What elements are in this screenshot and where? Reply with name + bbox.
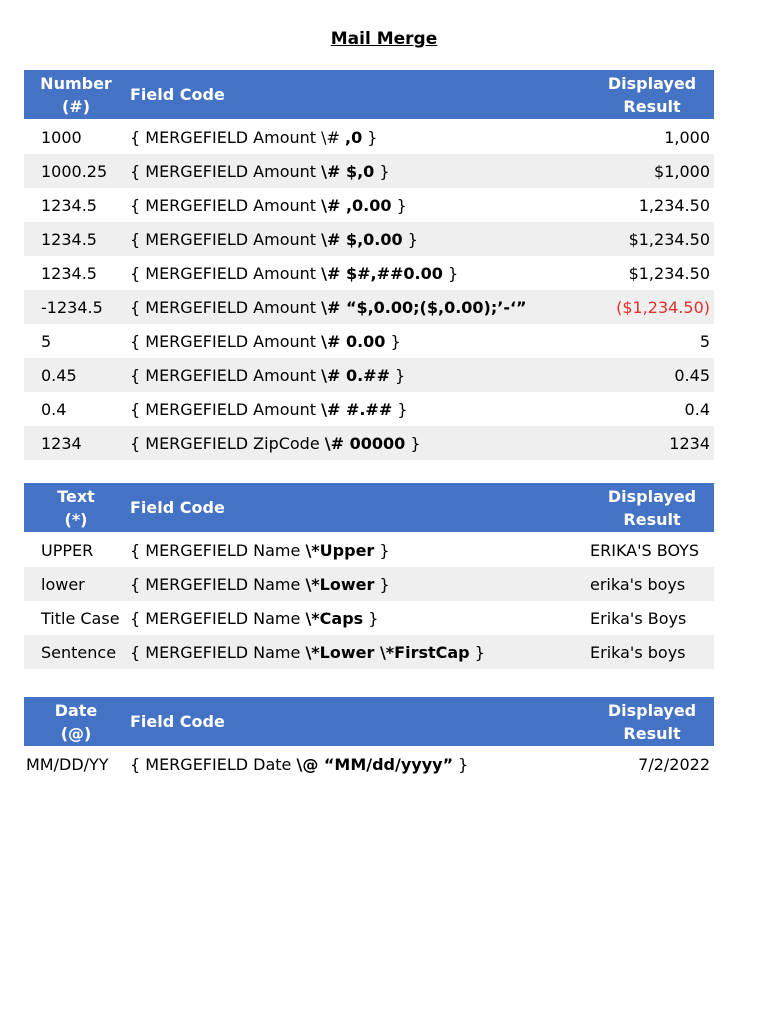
table-row [24, 222, 714, 256]
table-row [24, 154, 714, 188]
text-table-body [24, 533, 714, 670]
column-header-result [590, 697, 714, 747]
table-row [24, 188, 714, 222]
displayed-result-cell: Erika's boys [590, 635, 714, 669]
input-value-cell: UPPER [41, 540, 94, 560]
input-value-cell: 5 [41, 331, 52, 351]
displayed-result-cell: 1,234.50 [638, 195, 710, 215]
field-code-prefix: { MERGEFIELD Amount [130, 229, 322, 249]
format-switch: \*Upper [305, 540, 375, 560]
table-row [24, 120, 714, 155]
column-header-result [590, 483, 714, 533]
field-code-cell [128, 154, 590, 188]
format-switch: \# $,0.00 [321, 229, 403, 249]
field-code-prefix: { MERGEFIELD Amount [130, 399, 322, 419]
field-code-suffix: } [385, 331, 401, 351]
field-code-prefix: { MERGEFIELD Amount \# [130, 127, 345, 147]
input-value-cell: 0.4 [41, 399, 67, 419]
format-switch: \# 0.00 [321, 331, 386, 351]
header-type-text: Date (@) [54, 700, 98, 743]
column-header-field-code: Field Code [128, 697, 590, 747]
input-value-cell: Title Case [41, 608, 120, 628]
table-row [24, 567, 714, 601]
field-code-prefix: { MERGEFIELD Amount [130, 263, 322, 283]
field-code-prefix: { MERGEFIELD Date [130, 754, 297, 774]
header-result-text: Displayed Result [607, 73, 697, 116]
input-value-cell: 1234.5 [41, 263, 97, 283]
displayed-result-cell: ERIKA'S BOYS [590, 540, 700, 560]
field-code-suffix: } [442, 263, 459, 283]
displayed-result-cell: 5 [699, 331, 710, 351]
input-value-cell: 1234.5 [41, 195, 97, 215]
displayed-result-cell: $1,234.50 [590, 222, 714, 256]
field-code-suffix: } [453, 754, 469, 774]
format-switch: \@ “MM/dd/yyyy” [296, 754, 454, 774]
number-format-table [24, 70, 714, 460]
field-code-cell [128, 222, 590, 256]
input-value-cell: 1234 [24, 426, 128, 460]
number-table-body [24, 120, 714, 461]
table-header-row [24, 70, 714, 120]
field-code-prefix: { MERGEFIELD Name [130, 608, 306, 628]
field-code-suffix: } [363, 608, 379, 628]
column-header-type [24, 70, 128, 120]
date-format-table [24, 697, 714, 781]
displayed-result-cell: $1,000 [590, 154, 714, 188]
table-header-row [24, 483, 714, 533]
format-switch: \*Lower [305, 574, 375, 594]
format-switch: ,0 [345, 127, 363, 147]
displayed-result-cell: 1,000 [664, 127, 710, 147]
field-code-cell [128, 533, 590, 568]
format-switch: \# “$,0.00;($,0.00);’-‘” [321, 297, 527, 317]
field-code-cell [128, 601, 590, 635]
format-switch: \# 00000 [324, 433, 406, 453]
displayed-result-cell: erika's boys [590, 567, 714, 601]
displayed-result-cell: $1,234.50 [628, 263, 710, 283]
header-result-text: Displayed Result [607, 486, 697, 529]
displayed-result-cell: ($1,234.50) [590, 290, 714, 324]
field-code-suffix: } [362, 127, 378, 147]
format-switch: \# #.## [321, 399, 393, 419]
table-row [24, 747, 714, 782]
format-switch: \# 0.## [321, 365, 390, 385]
header-type-text: Number (#) [40, 73, 112, 116]
table-row [24, 256, 714, 290]
field-code-cell [128, 426, 590, 460]
column-header-field-code: Field Code [128, 70, 590, 120]
table-row [24, 324, 714, 358]
field-code-prefix: { MERGEFIELD Name [130, 540, 306, 560]
input-value-cell: 0.45 [24, 358, 128, 392]
field-code-cell [128, 120, 590, 155]
text-format-table [24, 483, 714, 669]
field-code-prefix: { MERGEFIELD ZipCode [130, 433, 325, 453]
format-switch: \# $#,##0.00 [321, 263, 443, 283]
date-table-body [24, 747, 714, 782]
table-row [24, 358, 714, 392]
field-code-cell [128, 358, 590, 392]
table-header-row [24, 697, 714, 747]
field-code-suffix: } [469, 642, 485, 662]
input-value-cell: lower [24, 567, 128, 601]
field-code-prefix: { MERGEFIELD Amount [130, 297, 322, 317]
field-code-suffix: } [391, 195, 407, 215]
column-header-type [24, 483, 128, 533]
table-row [24, 290, 714, 324]
field-code-cell [128, 392, 590, 426]
displayed-result-cell: Erika's Boys [590, 608, 687, 628]
field-code-prefix: { MERGEFIELD Amount [130, 331, 322, 351]
input-value-cell: 1234.5 [24, 222, 128, 256]
field-code-prefix: { MERGEFIELD Amount [130, 161, 322, 181]
field-code-cell [128, 256, 590, 290]
field-code-suffix: } [402, 229, 418, 249]
field-code-suffix: } [389, 365, 406, 385]
field-code-cell [128, 635, 590, 669]
format-switch: \# $,0 [321, 161, 375, 181]
table-row [24, 533, 714, 568]
table-row [24, 635, 714, 669]
field-code-cell [128, 290, 590, 324]
displayed-result-cell: 0.4 [684, 399, 710, 419]
input-value-cell: 1000.25 [24, 154, 128, 188]
displayed-result-cell: 7/2/2022 [638, 754, 710, 774]
format-switch: \# ,0.00 [321, 195, 392, 215]
displayed-result-cell: 1234 [590, 426, 714, 460]
displayed-result-cell: 0.45 [590, 358, 714, 392]
table-row [24, 392, 714, 426]
field-code-prefix: { MERGEFIELD Amount [130, 195, 322, 215]
page-title: Mail Merge [330, 29, 438, 49]
input-value-cell: 1000 [41, 127, 82, 147]
input-value-cell: -1234.5 [24, 290, 128, 324]
format-switch: \*Lower \*FirstCap [305, 642, 470, 662]
field-code-cell [128, 188, 590, 222]
input-value-cell: Sentence [24, 635, 128, 669]
column-header-field-code: Field Code [128, 483, 590, 533]
field-code-prefix: { MERGEFIELD Name [130, 574, 306, 594]
table-row [24, 426, 714, 460]
header-type-text: Text (*) [57, 486, 95, 529]
column-header-result [590, 70, 714, 120]
column-header-type [24, 697, 128, 747]
field-code-prefix: { MERGEFIELD Amount [130, 365, 322, 385]
header-result-text: Displayed Result [607, 700, 697, 743]
input-value-cell: MM/DD/YY [26, 754, 109, 774]
field-code-cell [128, 324, 590, 358]
field-code-suffix: } [392, 399, 408, 419]
format-switch: \*Caps [305, 608, 364, 628]
field-code-suffix: } [374, 161, 390, 181]
field-code-cell [128, 747, 590, 782]
field-code-cell [128, 567, 590, 601]
field-code-suffix: } [405, 433, 421, 453]
field-code-prefix: { MERGEFIELD Name [130, 642, 306, 662]
field-code-suffix: } [374, 540, 390, 560]
field-code-suffix: } [374, 574, 390, 594]
table-row [24, 601, 714, 635]
